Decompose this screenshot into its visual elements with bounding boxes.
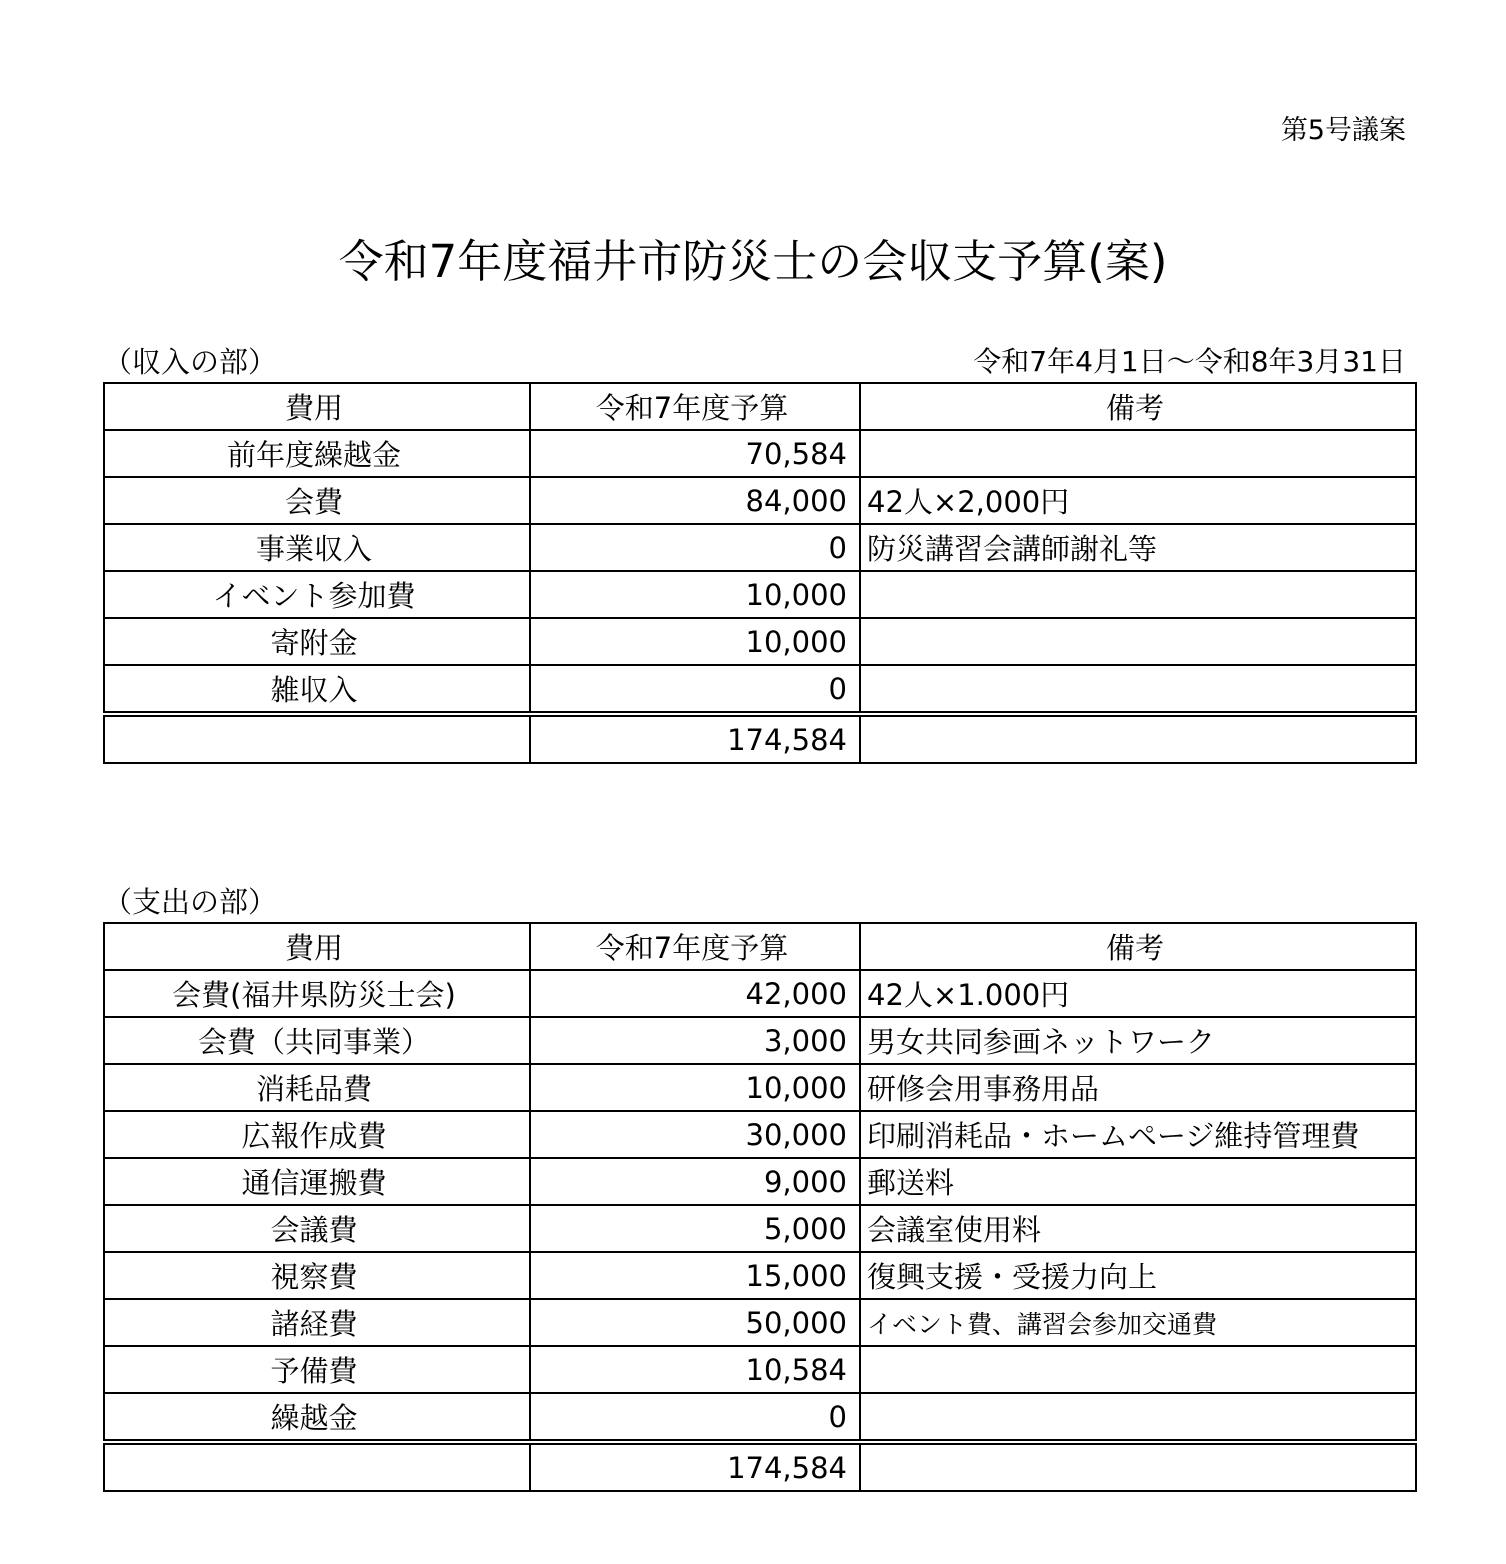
item-amount: 30,000 xyxy=(530,1111,860,1158)
item-note: イベント費、講習会参加交通費 xyxy=(860,1299,1416,1346)
total-row xyxy=(104,714,1416,763)
item-note: 印刷消耗品・ホームページ維持管理費 xyxy=(860,1111,1416,1158)
item-name: 諸経費 xyxy=(104,1299,530,1346)
table-row xyxy=(104,1158,1416,1205)
item-amount: 0 xyxy=(530,1393,860,1442)
item-amount: 0 xyxy=(530,524,860,571)
table-row xyxy=(104,430,1416,477)
item-note: 防災講習会講師謝礼等 xyxy=(860,524,1416,571)
item-name: 通信運搬費 xyxy=(104,1158,530,1205)
item-name: 会費（共同事業） xyxy=(104,1017,530,1064)
item-amount: 10,000 xyxy=(530,1064,860,1111)
item-name: 会費 xyxy=(104,477,530,524)
table-row xyxy=(104,1252,1416,1299)
header-budget: 令和7年度予算 xyxy=(530,383,860,430)
item-amount: 42,000 xyxy=(530,970,860,1017)
item-name: 繰越金 xyxy=(104,1393,530,1442)
total-row xyxy=(104,1442,1416,1491)
item-name: 事業収入 xyxy=(104,524,530,571)
item-note: 会議室使用料 xyxy=(860,1205,1416,1252)
item-note: 復興支援・受援力向上 xyxy=(860,1252,1416,1299)
header-item: 費用 xyxy=(104,923,530,970)
table-row xyxy=(104,571,1416,618)
table-row xyxy=(104,1393,1416,1442)
item-name: イベント参加費 xyxy=(104,571,530,618)
table-row xyxy=(104,618,1416,665)
item-amount: 10,584 xyxy=(530,1346,860,1393)
item-note: 42人×2,000円 xyxy=(860,477,1416,524)
item-amount: 0 xyxy=(530,665,860,714)
item-amount: 15,000 xyxy=(530,1252,860,1299)
item-amount: 10,000 xyxy=(530,571,860,618)
header-budget: 令和7年度予算 xyxy=(530,923,860,970)
item-note xyxy=(860,1393,1416,1442)
table-row xyxy=(104,1346,1416,1393)
item-amount: 50,000 xyxy=(530,1299,860,1346)
total-note-cell xyxy=(860,1442,1416,1491)
item-name: 会議費 xyxy=(104,1205,530,1252)
item-name: 視察費 xyxy=(104,1252,530,1299)
expense-section-label: （支出の部） xyxy=(103,885,278,919)
table-row xyxy=(104,1064,1416,1111)
page-title: 令和7年度福井市防災士の会収支予算(案) xyxy=(338,235,1168,288)
table-row xyxy=(104,1299,1416,1346)
total-amount: 174,584 xyxy=(530,1442,860,1491)
item-amount: 70,584 xyxy=(530,430,860,477)
item-amount: 3,000 xyxy=(530,1017,860,1064)
header-row xyxy=(104,923,1416,970)
table-row xyxy=(104,524,1416,571)
header-note: 備考 xyxy=(860,923,1416,970)
item-note: 42人×1.000円 xyxy=(860,970,1416,1017)
item-name: 雑収入 xyxy=(104,665,530,714)
table-row xyxy=(104,665,1416,714)
item-name: 消耗品費 xyxy=(104,1064,530,1111)
item-name: 予備費 xyxy=(104,1346,530,1393)
bill-number: 第5号議案 xyxy=(1280,115,1406,146)
item-amount: 5,000 xyxy=(530,1205,860,1252)
item-note: 郵送料 xyxy=(860,1158,1416,1205)
header-row xyxy=(104,383,1416,430)
total-label-cell xyxy=(104,1442,530,1491)
item-amount: 9,000 xyxy=(530,1158,860,1205)
total-note-cell xyxy=(860,714,1416,763)
table-row xyxy=(104,1017,1416,1064)
income-section-label: （収入の部） xyxy=(103,345,278,379)
table-row xyxy=(104,1205,1416,1252)
table-row xyxy=(104,477,1416,524)
fiscal-period: 令和7年4月1日～令和8年3月31日 xyxy=(973,345,1406,378)
income-table xyxy=(103,382,1417,764)
item-note xyxy=(860,665,1416,714)
item-name: 寄附金 xyxy=(104,618,530,665)
total-amount: 174,584 xyxy=(530,714,860,763)
item-note xyxy=(860,1346,1416,1393)
table-row xyxy=(104,1111,1416,1158)
item-note xyxy=(860,571,1416,618)
total-label-cell xyxy=(104,714,530,763)
header-item: 費用 xyxy=(104,383,530,430)
table-row xyxy=(104,970,1416,1017)
expense-table xyxy=(103,922,1417,1492)
header-note: 備考 xyxy=(860,383,1416,430)
item-name: 広報作成費 xyxy=(104,1111,530,1158)
item-name: 会費(福井県防災士会) xyxy=(104,970,530,1017)
item-note xyxy=(860,430,1416,477)
item-name: 前年度繰越金 xyxy=(104,430,530,477)
item-note: 男女共同参画ネットワーク xyxy=(860,1017,1416,1064)
item-amount: 10,000 xyxy=(530,618,860,665)
item-note xyxy=(860,618,1416,665)
item-amount: 84,000 xyxy=(530,477,860,524)
item-note: 研修会用事務用品 xyxy=(860,1064,1416,1111)
